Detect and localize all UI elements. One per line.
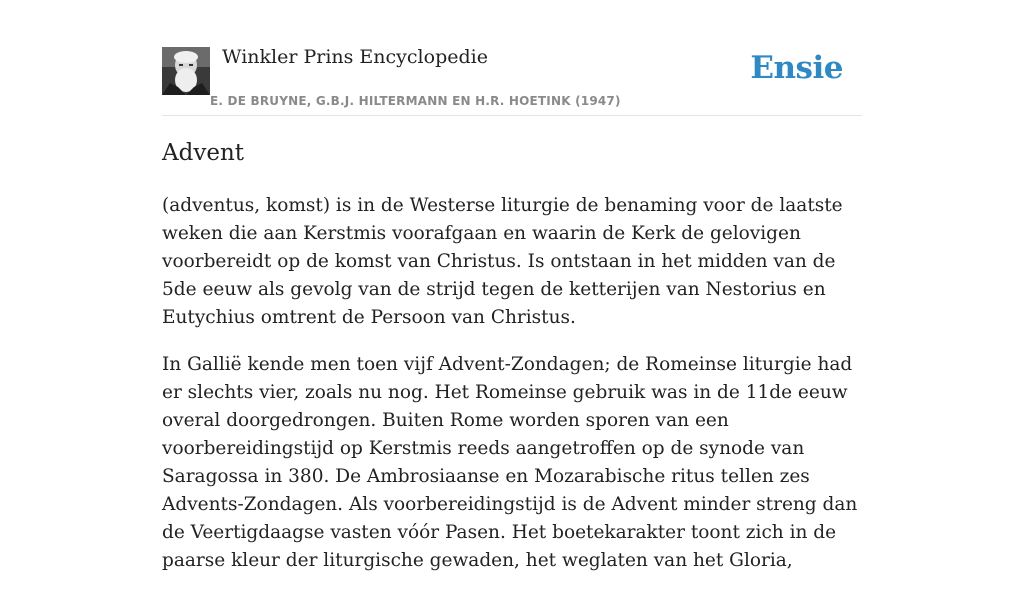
site-header	[162, 0, 862, 116]
portrait-icon	[162, 47, 210, 95]
article-paragraph: In Gallië kende men toen vijf Advent-Zondagen; de Romeinse liturgie had er slechts vier, zoals nu nog. Het Romeinse gebruik was in de 11de eeuw overal doorgedrongen. Buiten Rome worden sporen van een voorbereidingstijd op Kerstmis reeds aangetroffen op de synode van Saragossa in 380. De Ambrosiaanse en Mozarabische ritus tellen zes Advents-Zondagen. Als voorbereidingstijd is de Advent minder streng dan de Veertigdaagse vasten vóór Pasen. Het boetekarakter toont zich in de paarse kleur der liturgische gewaden, het weglaten van het Gloria,	[162, 354, 858, 571]
article-paragraph: (adventus, komst) is in de Westerse liturgie de benaming voor de laatste weken die aan Kerstmis voorafgaan en waarin de Kerk de gelovigen voorbereidt op de komst van Christus. Is ontstaan in het midden van de 5de eeuw als gevolg van de strijd tegen de ketterijen van Nestorius en Eutychius omtrent de Persoon van Christus.	[162, 195, 843, 328]
article-body	[162, 192, 862, 594]
page-container	[162, 0, 862, 571]
article-title: Advent	[162, 140, 244, 166]
site-authors: E. DE BRUYNE, G.B.J. HILTERMANN EN H.R. HOETINK (1947)	[210, 94, 621, 108]
site-title[interactable]: Winkler Prins Encyclopedie	[222, 46, 488, 68]
author-portrait-avatar[interactable]	[162, 47, 210, 95]
brand-logo-link[interactable]: Ensie	[750, 50, 843, 86]
